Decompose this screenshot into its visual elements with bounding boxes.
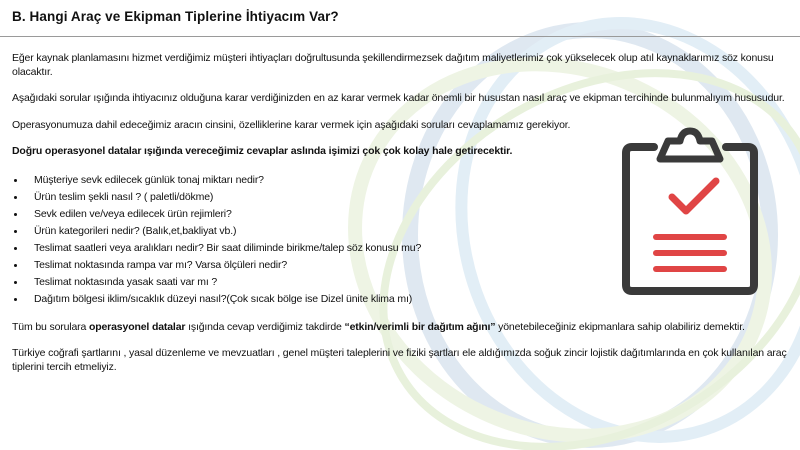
clipboard-checklist-icon — [620, 125, 760, 295]
paragraph-operational-data: Doğru operasyonel datalar ışığında vereceğimiz cevaplar aslında işimizi çok çok kolay hale getirecektir. — [12, 145, 513, 157]
summary-text: ışığında cevap verdiğimiz takdirde — [185, 320, 345, 333]
check-mark — [672, 181, 716, 211]
title-divider — [0, 36, 800, 37]
summary-text: yönetebileceğiniz ekipmanlara sahip olabiliriz demektir. — [495, 320, 745, 333]
paragraph-closing: Türkiye coğrafi şartlarını , yasal düzenleme ve mevzuatları , genel müşteri taleplerini ve fiziki şartları ele aldığımızda soğuk zincir lojistik dağıtımlarında en çok kullanılan araç tiplerini tercih etmeliyiz. — [12, 347, 787, 373]
list-item: Teslimat noktasında yasak saati var mı ? — [12, 274, 792, 291]
paragraph-vehicle-type: Operasyonumuza dahil edeceğimiz aracın cinsini, özelliklerine karar vermek için aşağıdaki soruları cevaplamamız gerekiyor. — [12, 118, 571, 131]
paragraph-intro: Eğer kaynak planlamasını hizmet verdiğimiz müşteri ihtiyaçları doğrultusunda şekillendirmezsek dağıtım maliyetlerimiz çok yükselecek olup atıl kaynaklarımız söz konusu olacaktır. — [12, 52, 774, 78]
list-item: Ürün teslim şekli nasıl ? ( paletli/dökme) — [12, 189, 792, 206]
list-item: Dağıtım bölgesi iklim/sıcaklık düzeyi nasıl?(Çok sıcak bölge ise Dizel ünite klima mı) — [12, 291, 792, 308]
summary-text: Tüm bu sorulara — [12, 320, 89, 333]
paragraph-summary — [12, 321, 792, 335]
summary-bold-distribution-network: “etkin/verimli bir dağıtım ağını” — [344, 320, 496, 333]
list-item: Teslimat saatleri veya aralıkları nedir? Bir saat diliminde birikme/talep söz konusu mu? — [12, 240, 792, 257]
summary-bold-operational-data: operasyonel datalar — [88, 320, 186, 333]
paragraph-questions-intro: Aşağıdaki sorular ışığında ihtiyacınız olduğuna karar verdiğinizden en az karar vermek kadar önemli bir husustan nasıl araç ve ekipman tercihinde bulunmalıyım hususudur. — [12, 92, 785, 104]
list-item: Teslimat noktasında rampa var mı? Varsa ölçüleri nedir? — [12, 257, 792, 274]
slide-title: B. Hangi Araç ve Ekipman Tiplerine İhtiyacım Var? — [12, 9, 339, 24]
clipboard-clip — [660, 131, 720, 159]
list-item: Ürün kategorileri nedir? (Balık,et,bakliyat vb.) — [12, 223, 792, 240]
list-item: Sevk edilen ve/veya edilecek ürün rejimleri? — [12, 206, 792, 223]
list-item: Müşteriye sevk edilecek günlük tonaj miktarı nedir? — [12, 172, 792, 189]
